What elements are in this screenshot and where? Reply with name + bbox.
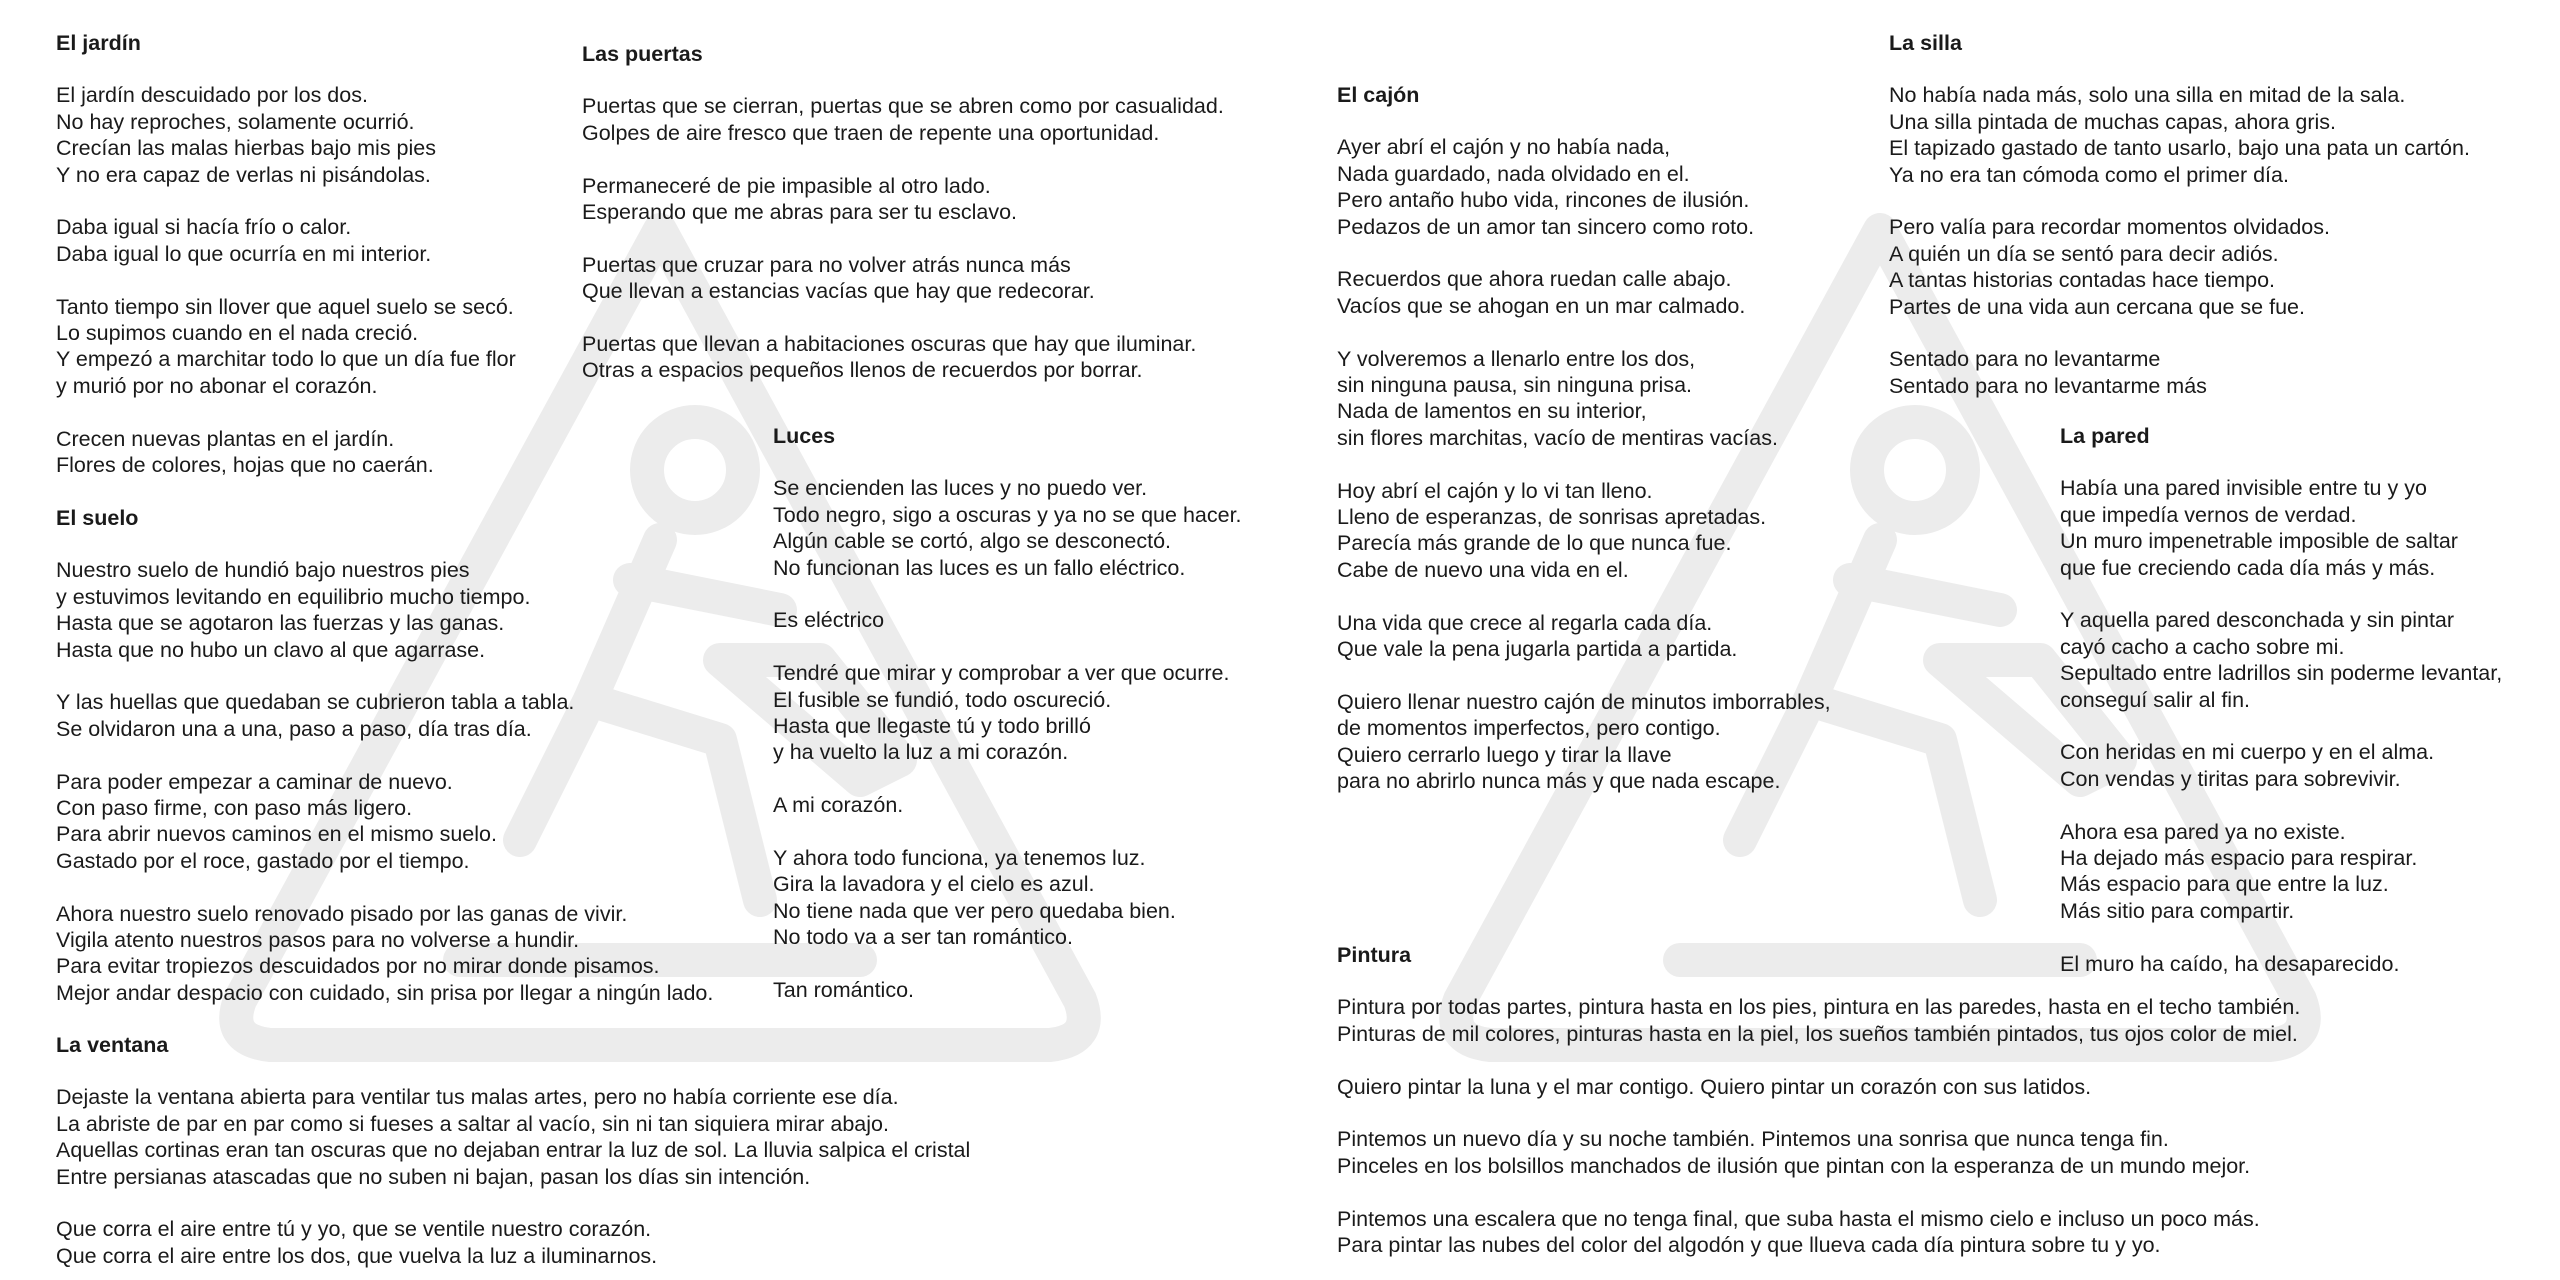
poem-line: Ahora nuestro suelo renovado pisado por las ganas de vivir. (56, 901, 628, 926)
poem-line: A tantas historias contadas hace tiempo. (1889, 268, 2276, 293)
poem-line: Recuerdos que ahora ruedan calle abajo. (1337, 267, 1732, 292)
poem-line: Tan romántico. (773, 978, 915, 1003)
poem-stanza (773, 792, 1242, 818)
poem-line: Pinturas de mil colores, pinturas hasta en la piel, los sueños también pintados, tus ojos color de miel. (1337, 1021, 2298, 1046)
poem-line: Una vida que crece al regarla cada día. (1337, 610, 1713, 635)
poem-line: Puertas que cruzar para no volver atrás nunca más (582, 252, 1071, 277)
poem-line: Ya no era tan cómoda como el primer día. (1889, 162, 2289, 187)
poem-line: Permaneceré de pie impasible al otro lado. (582, 173, 991, 198)
poem-line: Quiero llenar nuestro cajón de minutos imborrables, (1337, 689, 1831, 714)
poem-line: Daba igual lo que ocurría en mi interior. (56, 241, 432, 266)
poem-line: Parecía más grande de lo que nunca fue. (1337, 531, 1732, 556)
poem-stanza (1889, 346, 2470, 399)
poem-line: No tiene nada que ver pero quedaba bien. (773, 898, 1176, 923)
poem-line: Y ahora todo funciona, ya tenemos luz. (773, 846, 1146, 871)
poem-pintura (1337, 942, 2300, 1258)
poem-line: Todo negro, sigo a oscuras y ya no se que hacer. (773, 502, 1242, 527)
poem-line: Para pintar las nubes del color del algodón y que llueva cada día pintura sobre tu y yo. (1337, 1233, 2161, 1258)
poem-line: A mi corazón. (773, 793, 904, 818)
poem-stanza (2060, 739, 2502, 792)
poem-line: Y no era capaz de verlas ni pisándolas. (56, 162, 431, 187)
poem-stanza (773, 660, 1242, 766)
poem-line: y murió por no abonar el corazón. (56, 373, 378, 398)
poem-line: Que corra el aire entre tú y yo, que se ventile nuestro corazón. (56, 1217, 652, 1242)
poem-stanza (1337, 1126, 2300, 1179)
poem-line: Dejaste la ventana abierta para ventilar tus malas artes, pero no había corriente ese día. (56, 1085, 899, 1110)
poem-line: y estuvimos levitando en equilibrio mucho tiempo. (56, 584, 531, 609)
poem-el-jardin (56, 30, 516, 478)
poem-stanza (56, 82, 516, 188)
poem-line: Entre persianas atascadas que no suben ni bajan, pasan los días sin intención. (56, 1164, 811, 1189)
poem-line: El jardín descuidado por los dos. (56, 83, 368, 108)
poem-title: La ventana (56, 1033, 169, 1057)
poem-la-ventana (56, 1032, 970, 1269)
poem-line: Daba igual si hacía frío o calor. (56, 215, 352, 240)
poem-stanza (56, 1084, 970, 1190)
poem-luces (773, 423, 1242, 1003)
poem-stanza (56, 426, 516, 479)
poem-title: La silla (1889, 31, 1962, 55)
poem-stanza (1889, 82, 2470, 188)
poem-line: Con heridas en mi cuerpo y en el alma. (2060, 740, 2435, 765)
poem-line: No todo va a ser tan romántico. (773, 925, 1073, 950)
poem-line: Pintemos un nuevo día y su noche también. Pintemos una sonrisa que nunca tenga fin. (1337, 1127, 2169, 1152)
poem-stanza (1337, 689, 1831, 795)
poem-stanza (2060, 607, 2502, 713)
poem-line: Un muro impenetrable imposible de saltar (2060, 529, 2458, 554)
poem-line: Es eléctrico (773, 608, 885, 633)
poem-stanza (1889, 214, 2470, 320)
poem-stanza (1337, 346, 1831, 452)
poem-line: que fue creciendo cada día más y más. (2060, 555, 2436, 580)
poem-line: Tendré que mirar y comprobar a ver que ocurre. (773, 661, 1230, 686)
poem-line: Que vale la pena jugarla partida a partida. (1337, 637, 1738, 662)
poem-stanza (56, 1216, 970, 1269)
poem-line: Y las huellas que quedaban se cubrieron tabla a tabla. (56, 690, 575, 715)
poem-line: Mejor andar despacio con cuidado, sin prisa por llegar a ningún lado. (56, 980, 714, 1005)
poem-line: Gastado por el roce, gastado por el tiempo. (56, 848, 470, 873)
poem-line: Hasta que no hubo un clavo al que agarrase. (56, 637, 486, 662)
poem-line: La abriste de par en par como si fueses a saltar al vacío, sin ni tan siquiera mirar abajo. (56, 1111, 889, 1136)
poem-line: Había una pared invisible entre tu y yo (2060, 476, 2427, 501)
poem-stanza (56, 214, 516, 267)
poem-line: No había nada más, solo una silla en mitad de la sala. (1889, 83, 2406, 108)
poem-line: Ahora esa pared ya no existe. (2060, 819, 2346, 844)
poem-title: La pared (2060, 424, 2150, 448)
poem-stanza (773, 845, 1242, 951)
poem-stanza (582, 173, 1224, 226)
poem-line: Ha dejado más espacio para respirar. (2060, 846, 2418, 871)
poem-title: El suelo (56, 506, 139, 530)
poem-title: Las puertas (582, 42, 703, 66)
poem-line: sin flores marchitas, vacío de mentiras vacías. (1337, 425, 1778, 450)
poem-line: Algún cable se cortó, algo se desconectó. (773, 529, 1172, 554)
poem-line: Pero valía para recordar momentos olvidados. (1889, 215, 2330, 240)
poem-la-silla (1889, 30, 2470, 399)
poem-line: Y empezó a marchitar todo lo que un día fue flor (56, 347, 516, 372)
poem-line: Que llevan a estancias vacías que hay que redecorar. (582, 279, 1095, 304)
poem-line: Vacíos que se ahogan en un mar calmado. (1337, 293, 1746, 318)
poem-stanza (1337, 1074, 2300, 1100)
poem-line: Quiero pintar la luna y el mar contigo. Quiero pintar un corazón con sus latidos. (1337, 1074, 2092, 1099)
poem-line: Aquellas cortinas eran tan oscuras que no dejaban entrar la luz de sol. La lluvia salpica el cristal (56, 1138, 971, 1163)
poem-line: Con vendas y tiritas para sobrevivir. (2060, 766, 2401, 791)
poem-line: Para poder empezar a caminar de nuevo. (56, 769, 453, 794)
poem-line: Más sitio para compartir. (2060, 898, 2295, 923)
poem-line: Pintemos una escalera que no tenga final, que suba hasta el mismo cielo e incluso un poco más. (1337, 1206, 2260, 1231)
poem-line: Crecían las malas hierbas bajo mis pies (56, 136, 436, 161)
poem-line: Puertas que se cierran, puertas que se abren como por casualidad. (582, 94, 1224, 119)
poem-line: Lo supimos cuando en el nada creció. (56, 321, 419, 346)
poem-line: A quién un día se sentó para decir adiós. (1889, 241, 2279, 266)
poem-line: Golpes de aire fresco que traen de repente una oportunidad. (582, 120, 1160, 145)
poem-line: Nada guardado, nada olvidado en el. (1337, 161, 1690, 186)
poem-line: Con paso firme, con paso más ligero. (56, 796, 413, 821)
poem-line: Ayer abrí el cajón y no había nada, (1337, 135, 1671, 160)
poem-line: Partes de una vida aun cercana que se fue. (1889, 294, 2305, 319)
poem-line: de momentos imperfectos, pero contigo. (1337, 716, 1721, 741)
poem-el-cajon (1337, 82, 1831, 794)
poem-stanza (773, 607, 1242, 633)
poem-title: Luces (773, 424, 836, 448)
poem-la-pared (2060, 423, 2502, 977)
poem-line: Nuestro suelo de hundió bajo nuestros pies (56, 558, 470, 583)
poem-stanza (1337, 994, 2300, 1047)
poem-line: y ha vuelto la luz a mi corazón. (773, 740, 1069, 765)
poem-stanza (773, 977, 1242, 1003)
poem-line: Más espacio para que entre la luz. (2060, 872, 2389, 897)
poem-line: El muro ha caído, ha desaparecido. (2060, 951, 2400, 976)
poem-stanza (773, 475, 1242, 581)
poem-line: Pedazos de un amor tan sincero como roto. (1337, 214, 1755, 239)
poem-stanza (1337, 134, 1831, 240)
poem-line: para no abrirlo nunca más y que nada escape. (1337, 769, 1781, 794)
poem-line: Pero antaño hubo vida, rincones de ilusión. (1337, 188, 1750, 213)
poem-el-suelo (56, 505, 713, 1006)
poem-line: cayó cacho a cacho sobre mi. (2060, 634, 2345, 659)
poem-title: Pintura (1337, 943, 1412, 967)
poem-line: Puertas que llevan a habitaciones oscuras que hay que iluminar. (582, 332, 1197, 357)
poem-line: Lleno de esperanzas, de sonrisas apretadas. (1337, 505, 1767, 530)
poem-stanza (1337, 610, 1831, 663)
poem-stanza (582, 93, 1224, 146)
poem-line: El tapizado gastado de tanto usarlo, bajo una pata un cartón. (1889, 136, 2470, 161)
poem-stanza (2060, 819, 2502, 925)
poem-line: que impedía vernos de verdad. (2060, 502, 2357, 527)
poem-line: Para evitar tropiezos descuidados por no mirar donde pisamos. (56, 954, 660, 979)
poem-line: Crecen nuevas plantas en el jardín. (56, 426, 395, 451)
poem-stanza (56, 294, 516, 400)
poem-line: Se olvidaron una a una, paso a paso, día tras día. (56, 716, 532, 741)
poem-title: El cajón (1337, 83, 1420, 107)
poem-stanza (56, 769, 713, 875)
poem-stanza (56, 689, 713, 742)
poem-line: Vigila atento nuestros pasos para no volverse a hundir. (56, 928, 580, 953)
poem-line: Hasta que llegaste tú y todo brilló (773, 714, 1091, 739)
poem-stanza (582, 252, 1224, 305)
poem-las-puertas (582, 41, 1224, 384)
poem-line: Esperando que me abras para ser tu esclavo. (582, 200, 1018, 225)
poem-line: Tanto tiempo sin llover que aquel suelo se secó. (56, 294, 514, 319)
poem-stanza (1337, 266, 1831, 319)
poem-line: Flores de colores, hojas que no caerán. (56, 453, 434, 478)
poem-line: Quiero cerrarlo luego y tirar la llave (1337, 742, 1672, 767)
poem-line: Nada de lamentos en su interior, (1337, 399, 1647, 424)
poem-stanza (56, 901, 713, 1007)
poem-line: Hasta que se agotaron las fuerzas y las ganas. (56, 611, 505, 636)
poem-line: Para abrir nuevos caminos en el mismo suelo. (56, 822, 497, 847)
poem-line: El fusible se fundió, todo oscureció. (773, 687, 1112, 712)
poem-line: No hay reproches, solamente ocurrió. (56, 109, 415, 134)
poem-stanza (582, 331, 1224, 384)
poem-line: Pinceles en los bolsillos manchados de ilusión que pintan con la esperanza de un mundo mejor. (1337, 1153, 2251, 1178)
poem-line: Pintura por todas partes, pintura hasta en los pies, pintura en las paredes, hasta en el techo también. (1337, 995, 2301, 1020)
poem-line: Y volveremos a llenarlo entre los dos, (1337, 346, 1696, 371)
poem-line: Cabe de nuevo una vida en el. (1337, 557, 1629, 582)
poem-line: Gira la lavadora y el cielo es azul. (773, 872, 1095, 897)
poem-line: Sentado para no levantarme más (1889, 373, 2207, 398)
poem-stanza (1337, 1206, 2300, 1259)
poem-line: Sentado para no levantarme (1889, 347, 2161, 372)
poem-line: Una silla pintada de muchas capas, ahora gris. (1889, 109, 2336, 134)
poem-line: Y aquella pared desconchada y sin pintar (2060, 608, 2455, 633)
poem-stanza (1337, 478, 1831, 584)
poem-title: El jardín (56, 31, 141, 55)
poem-stanza (56, 557, 713, 663)
poem-line: Otras a espacios pequeños llenos de recuerdos por borrar. (582, 358, 1143, 383)
poem-line: Se encienden las luces y no puedo ver. (773, 476, 1148, 501)
poem-line: sin ninguna pausa, sin ninguna prisa. (1337, 373, 1693, 398)
poem-line: Sepultado entre ladrillos sin poderme levantar, (2060, 661, 2503, 686)
poem-line: conseguí salir al fin. (2060, 687, 2251, 712)
poem-line: Que corra el aire entre los dos, que vuelva la luz a iluminarnos. (56, 1243, 658, 1268)
poem-line: No funcionan las luces es un fallo eléctrico. (773, 555, 1186, 580)
poem-stanza (2060, 475, 2502, 581)
poem-line: Hoy abrí el cajón y lo vi tan lleno. (1337, 478, 1653, 503)
poem-stanza (2060, 951, 2502, 977)
